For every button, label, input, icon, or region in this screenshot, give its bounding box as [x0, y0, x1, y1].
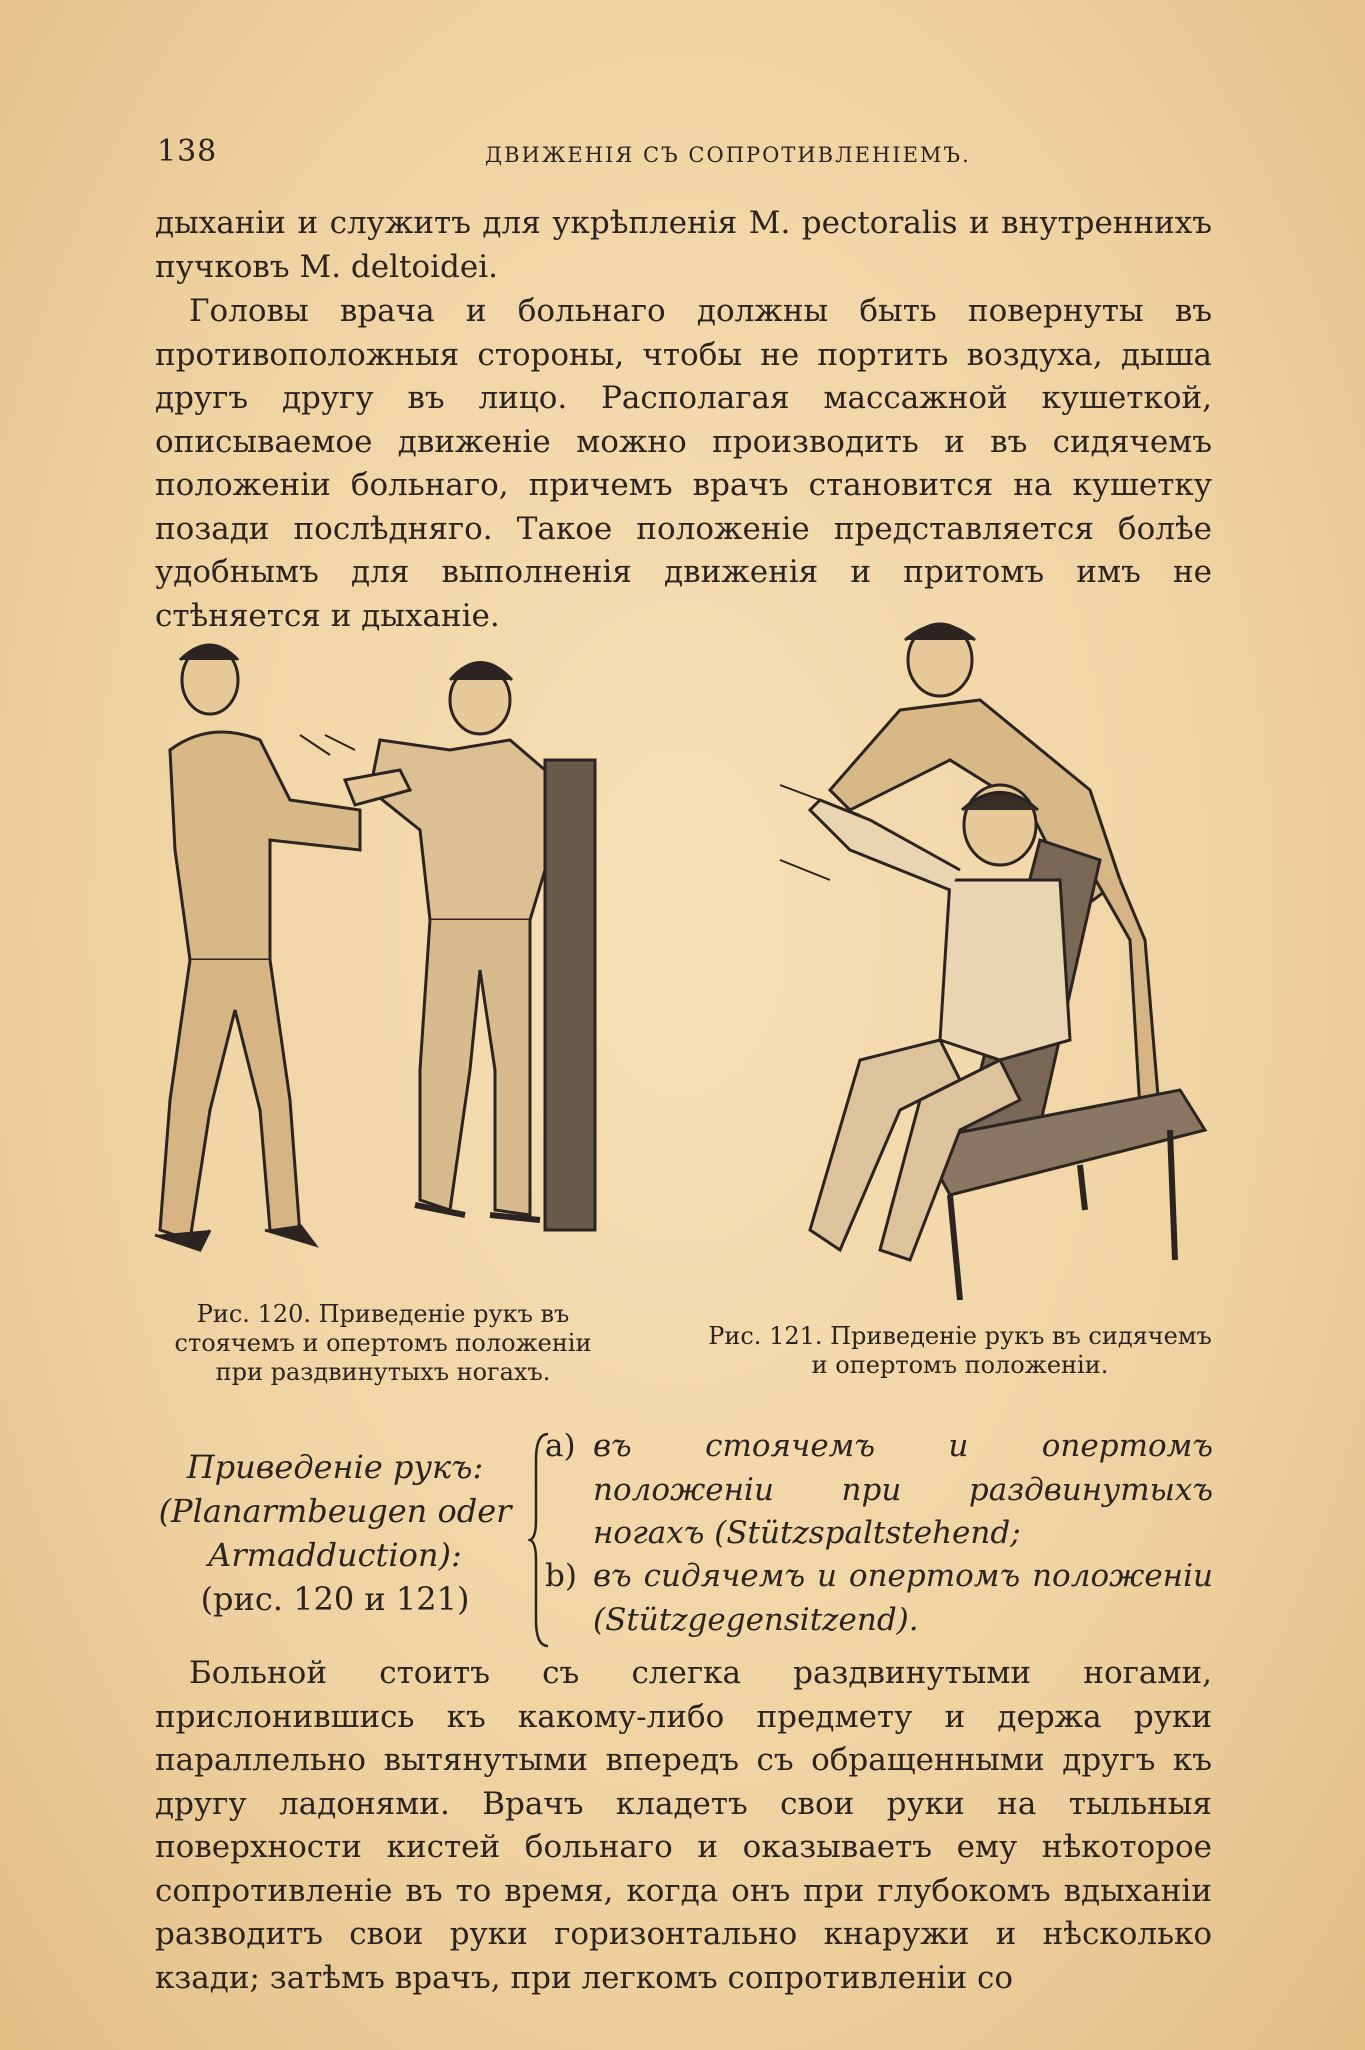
- running-head: ДВИЖЕНІЯ СЪ СОПРОТИВЛЕНІЕМЪ.: [485, 143, 971, 167]
- exercise-figure-reference: (рис. 120 и 121): [200, 1580, 470, 1618]
- figure-121-illustration: [700, 610, 1220, 1310]
- paragraph-continuation: дыханіи и служитъ для укрѣпленія M. pectoralis и внутреннихъ пучковъ M. deltoidei.: [155, 205, 1212, 285]
- paragraph-heads-position: Головы врача и больнаго должны быть повернуты въ противоположныя стороны, чтобы не портить воздуха, дыша другъ другу въ лицо. Располагая массажной кушеткой, описываемое движеніе можно производить и въ сидячемъ положеніи больнаго, причемъ врачъ становится на кушетку позади послѣдняго. Такое положеніе представляется болѣе удобнымъ для выполненія движенія и притомъ имъ не стѣняется и дыханіе.: [155, 293, 1212, 634]
- exercise-heading: [140, 1445, 530, 1621]
- figure-120: [150, 630, 620, 1290]
- option-b-label: b): [545, 1558, 577, 1594]
- paragraph-procedure: Больной стоитъ съ слегка раздвинутыми ногами, прислонившись къ какому-либо предмету и держа руки параллельно вытянутыми впередъ съ обращенными другъ къ другу ладонями. Врачъ кладетъ свои руки на тыльныя поверхности кистей больнаго и оказываетъ ему нѣкоторое сопротивленіе въ то время, когда онъ при глубокомъ вдыханіи разводитъ свои руки горизонтально кнаружи и нѣсколько кзади; затѣмъ врачъ, при легкомъ сопротивленіи со: [155, 1655, 1212, 1996]
- option-a-text: въ стоячемъ и опертомъ положеніи при раздвинутыхъ ногахъ (Stützspaltstehend;: [593, 1428, 1213, 1551]
- figure-120-caption: Рис. 120. Приведеніе рукъ въ стоячемъ и опертомъ положеніи при раздвинутыхъ ногахъ.: [174, 1300, 592, 1386]
- figure-121: [700, 610, 1220, 1310]
- exercise-german-name: (Planarmbeugen oder Armadduction):: [158, 1492, 512, 1574]
- option-a: [545, 1425, 1213, 1556]
- figure-120-illustration: [150, 630, 620, 1290]
- option-a-label: a): [545, 1428, 576, 1464]
- option-b-text: въ сидячемъ и опертомъ положеніи (Stützgegensitzend).: [593, 1558, 1213, 1638]
- exercise-title: Приведеніе рукъ:: [186, 1448, 484, 1486]
- page-number: 138: [157, 134, 218, 169]
- figure-121-caption: Рис. 121. Приведеніе рукъ въ сидячемъ и опертомъ положеніи.: [708, 1322, 1212, 1379]
- option-b: [545, 1555, 1213, 1642]
